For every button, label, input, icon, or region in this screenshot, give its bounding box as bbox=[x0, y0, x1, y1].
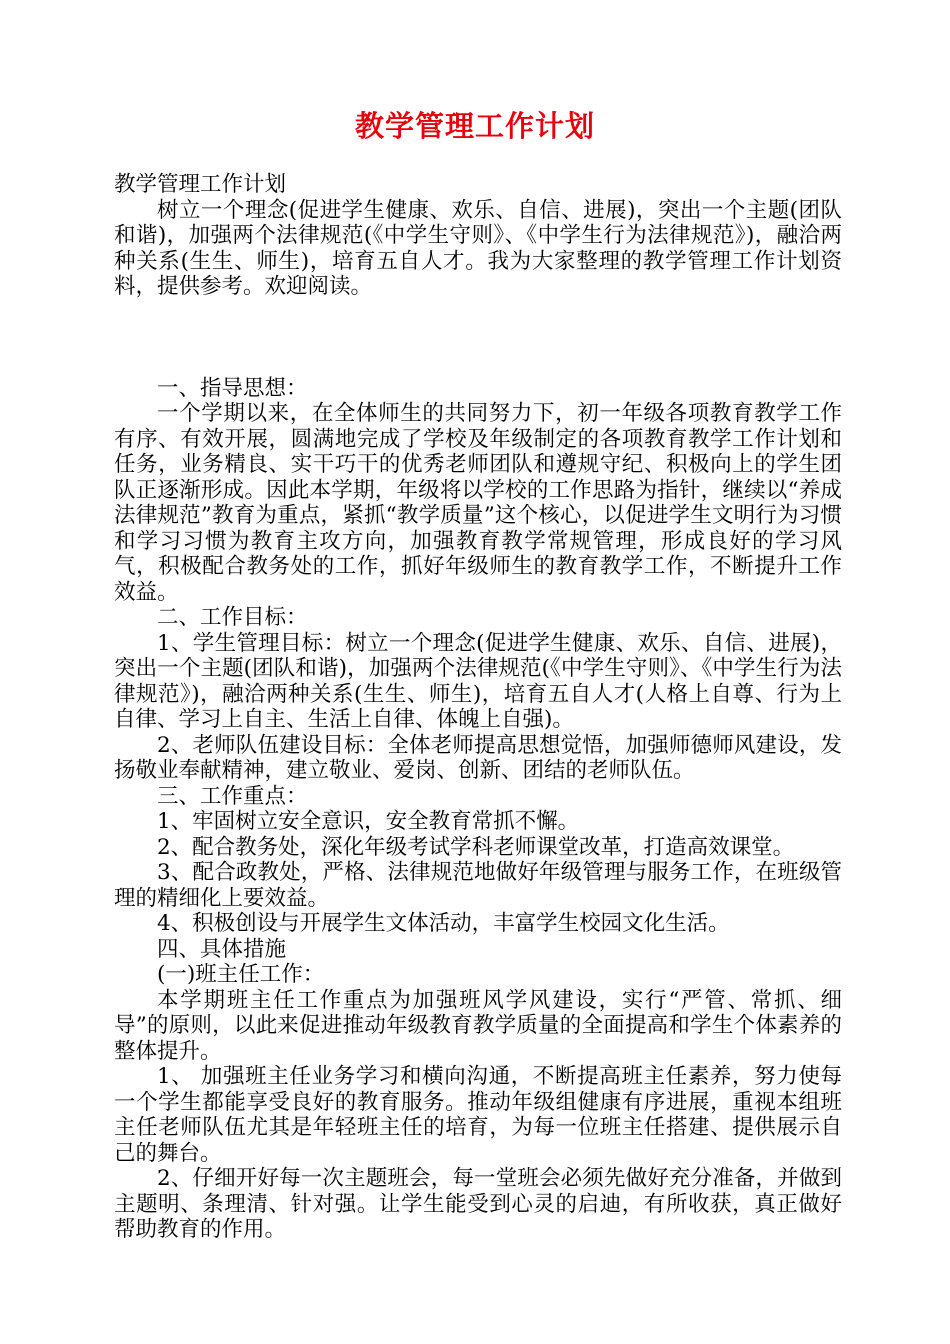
section-heading-guiding-thought: 一、指导思想： bbox=[157, 375, 308, 401]
subheading-head-teacher-work: (一)班主任工作： bbox=[157, 962, 325, 987]
intro-paragraph: 树立一个理念(促进学生健康、欢乐、自信、进展)，突出一个主题(团队和谐)，加强两个法律规范(《中学生守则》、《中学生行为法律规范》)，融洽两种关系(生生、师生)，培育五自人才。我为大家整理的教学管理工作计划资料，提供参考。欢迎阅读。 bbox=[114, 197, 842, 299]
paragraph-measure-1: 1、 加强班主任业务学习和横向沟通，不断提高班主任素养，努力使每一个学生都能享受良好的教育服务。推动年级组健康有序进展，重视本组班主任老师队伍尤其是年轻班主任的培育，为每一位班主任搭建、提供展示自己的舞台。 bbox=[114, 1064, 842, 1166]
document-body bbox=[114, 172, 842, 1243]
paragraph-guiding-thought: 一个学期以来，在全体师生的共同努力下，初一年级各项教育教学工作有序、有效开展，圆满地完成了学校及年级制定的各项教育教学工作计划和任务，业务精良、实干巧干的优秀老师团队和遵规守纪、积极向上的学生团队正逐渐形成。因此本学期，年级将以学校的工作思路为指针，继续以“养成法律规范”教育为重点，紧抓“教学质量”这个核心，以促进学生文明行为习惯和学习习惯为教育主攻方向，加强教育教学常规管理，形成良好的学习风气，积极配合教务处的工作，抓好年级师生的教育教学工作，不断提升工作效益。 bbox=[114, 401, 842, 605]
paragraph-focus-4: 4、积极创设与开展学生文体活动，丰富学生校园文化生活。 bbox=[157, 911, 730, 936]
paragraph-teacher-goal: 2、老师队伍建设目标：全体老师提高思想觉悟，加强师德师风建设，发扬敬业奉献精神，建立敬业、爱岗、创新、团结的老师队伍。 bbox=[114, 732, 842, 783]
paragraph-focus-2: 2、配合教务处，深化年级考试学科老师课堂改革，打造高效课堂。 bbox=[157, 834, 795, 860]
paragraph-head-teacher-focus: 本学期班主任工作重点为加强班风学风建设，实行“严管、常抓、细导”的原则，以此来促进推动年级教育教学质量的全面提高和学生个体素养的整体提升。 bbox=[114, 987, 842, 1064]
subtitle-paragraph: 教学管理工作计划 bbox=[114, 172, 287, 197]
paragraph-student-goal: 1、学生管理目标：树立一个理念(促进学生健康、欢乐、自信、进展)，突出一个主题(团队和谐)，加强两个法律规范(《中学生守则》、《中学生行为法律规范》)，融洽两种关系(生生、师生)，培育五自人才(人格上自尊、行为上自律、学习上自主、生活上自律、体魄上自强)。 bbox=[114, 630, 842, 732]
blank-spacer bbox=[114, 300, 842, 376]
paragraph-focus-1: 1、牢固树立安全意识，安全教育常抓不懈。 bbox=[157, 809, 580, 834]
document-title: 教学管理工作计划 bbox=[354, 109, 595, 143]
section-heading-measures: 四、具体措施 bbox=[157, 936, 287, 962]
paragraph-focus-3: 3、配合政教处，严格、法律规范地做好年级管理与服务工作，在班级管理的精细化上要效益。 bbox=[114, 860, 842, 911]
section-heading-work-goals: 二、工作目标： bbox=[157, 605, 308, 630]
section-heading-work-focus: 三、工作重点： bbox=[157, 783, 308, 809]
paragraph-measure-2: 2、仔细开好每一次主题班会，每一堂班会必须先做好充分准备，并做到主题明、条理清、针对强。让学生能受到心灵的启迪，有所收获，真正做好帮助教育的作用。 bbox=[114, 1166, 842, 1242]
